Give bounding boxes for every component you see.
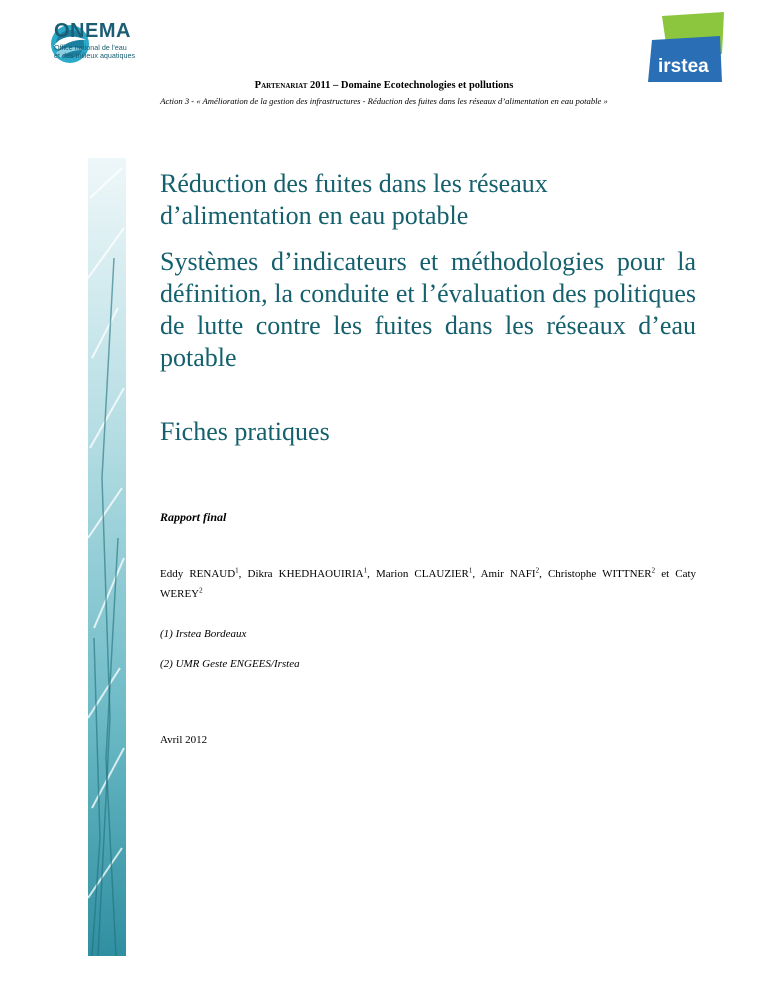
author: Dikra KHEDHAOUIRIA$^1$,: [247, 566, 376, 580]
irstea-wordmark: irstea: [658, 56, 709, 77]
publication-date: Avril 2012: [160, 734, 208, 746]
affiliation-2: (2) UMR Geste ENGEES/Irstea: [160, 658, 300, 670]
author: Caty WEREY$^2$: [160, 567, 697, 601]
onema-subtitle: Office national de l'eau et des milieux aquatiques: [54, 43, 136, 60]
onema-wordmark: ONEMA: [54, 20, 131, 42]
action-header: Action 3 - « Amélioration de la gestion des infrastructures - Réduction des fuites dans les réseaux d’alimentation en eau potable »: [160, 96, 608, 106]
partnership-header: Partenariat 2011 – Domaine Ecotechnologies et pollutions: [254, 80, 514, 91]
report-type: Rapport final: [160, 510, 227, 524]
grass-image-strip: [88, 158, 126, 956]
author: Amir NAFI$^2$,: [480, 566, 548, 580]
author: Christophe WITTNER$^2$ et: [547, 566, 676, 580]
author: Eddy RENAUD$^1$,: [160, 566, 248, 580]
document-subtitle: Systèmes d’indicateurs et méthodologies pour la définition, la conduite et l’évaluation des politiques de lutte contre les fuites dans les réseaux d’eau potable: [160, 247, 696, 372]
section-title: Fiches pratiques: [160, 417, 330, 446]
document-title: Réduction des fuites dans les réseaux d’alimentation en eau potable: [160, 169, 548, 230]
author: Marion CLAUZIER$^1$,: [375, 566, 481, 580]
affiliation-1: (1) Irstea Bordeaux: [160, 628, 247, 640]
authors-list: [160, 562, 696, 603]
